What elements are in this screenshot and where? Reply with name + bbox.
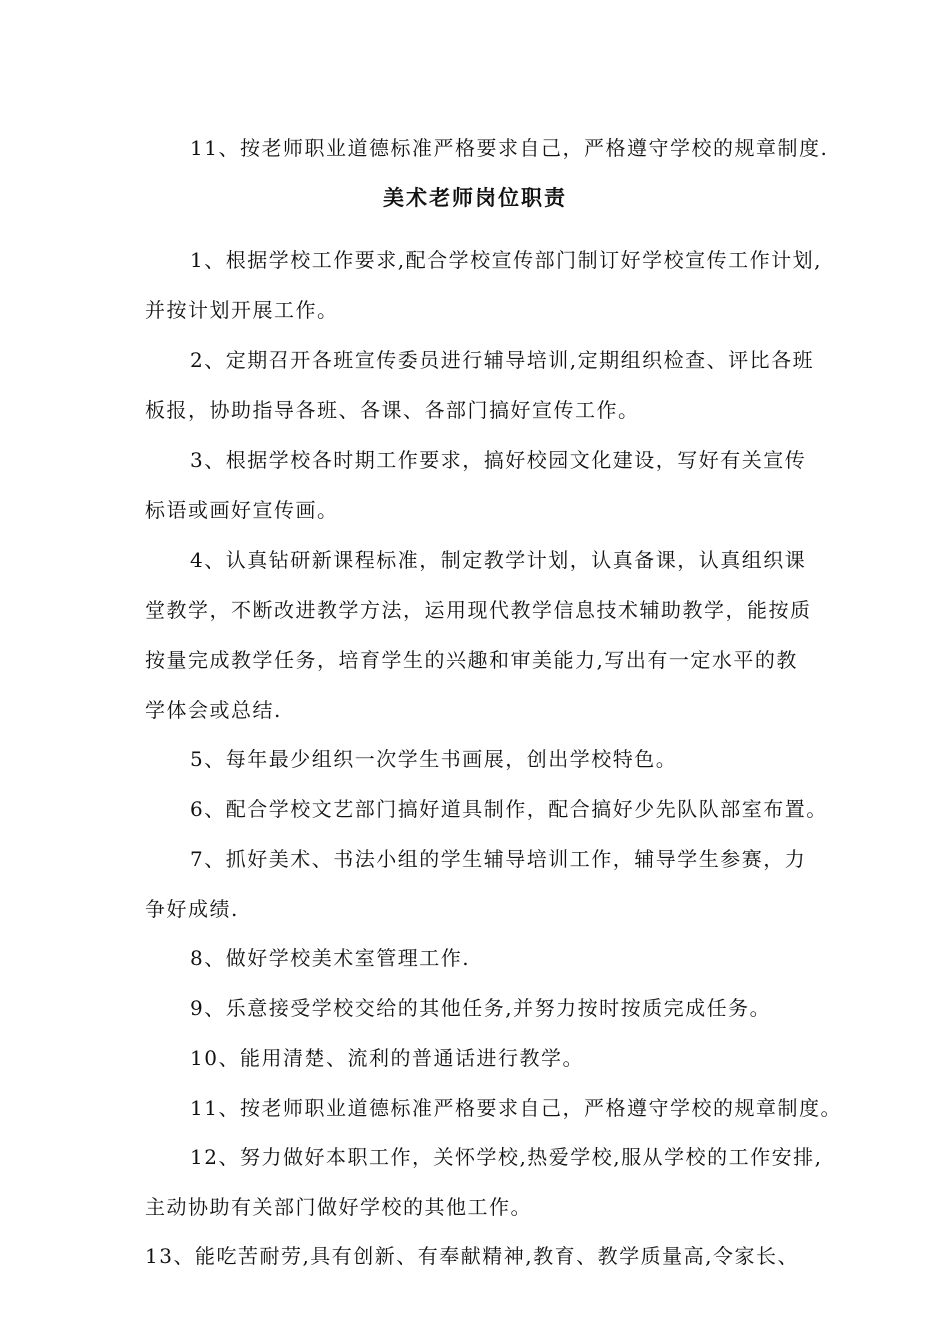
paragraph-line: 并按计划开展工作。 [145, 298, 339, 322]
paragraph-line: 12、努力做好本职工作，关怀学校,热爱学校,服从学校的工作安排, [190, 1145, 823, 1169]
paragraph-line: 学体会或总结. [145, 698, 282, 722]
paragraph-line: 11、按老师职业道德标准严格要求自己，严格遵守学校的规章制度。 [190, 1096, 842, 1120]
paragraph-line: 按量完成教学任务，培育学生的兴趣和审美能力,写出有一定水平的教 [145, 648, 798, 672]
paragraph-line: 11、按老师职业道德标准严格要求自己，严格遵守学校的规章制度. [190, 136, 829, 160]
paragraph-line: 10、能用清楚、流利的普通话进行教学。 [190, 1046, 584, 1070]
paragraph-line: 4、认真钻研新课程标准，制定教学计划，认真备课，认真组织课 [190, 548, 807, 572]
paragraph-line: 13、能吃苦耐劳,具有创新、有奉献精神,教育、教学质量高,令家长、 [145, 1244, 800, 1268]
section-title: 美术老师岗位职责 [383, 185, 567, 210]
paragraph-line: 主动协助有关部门做好学校的其他工作。 [145, 1195, 532, 1219]
paragraph-line: 争好成绩. [145, 897, 239, 921]
paragraph-line: 9、乐意接受学校交给的其他任务,并努力按时按质完成任务。 [190, 996, 772, 1020]
paragraph-line: 8、做好学校美术室管理工作. [190, 946, 471, 970]
paragraph-line: 堂教学，不断改进教学方法，运用现代教学信息技术辅助教学，能按质 [145, 598, 812, 622]
paragraph-line: 1、根据学校工作要求,配合学校宣传部门制订好学校宣传工作计划, [190, 248, 822, 272]
paragraph-line: 板报，协助指导各班、各课、各部门搞好宣传工作。 [145, 398, 640, 422]
paragraph-line: 2、定期召开各班宣传委员进行辅导培训,定期组织检查、评比各班 [190, 348, 815, 372]
paragraph-line: 6、配合学校文艺部门搞好道具制作，配合搞好少先队队部室布置。 [190, 797, 828, 821]
paragraph-line: 3、根据学校各时期工作要求，搞好校园文化建设，写好有关宣传 [190, 448, 807, 472]
paragraph-line: 标语或画好宣传画。 [145, 498, 339, 522]
paragraph-line: 5、每年最少组织一次学生书画展，创出学校特色。 [190, 747, 678, 771]
paragraph-line: 7、抓好美术、书法小组的学生辅导培训工作，辅导学生参赛，力 [190, 847, 807, 871]
